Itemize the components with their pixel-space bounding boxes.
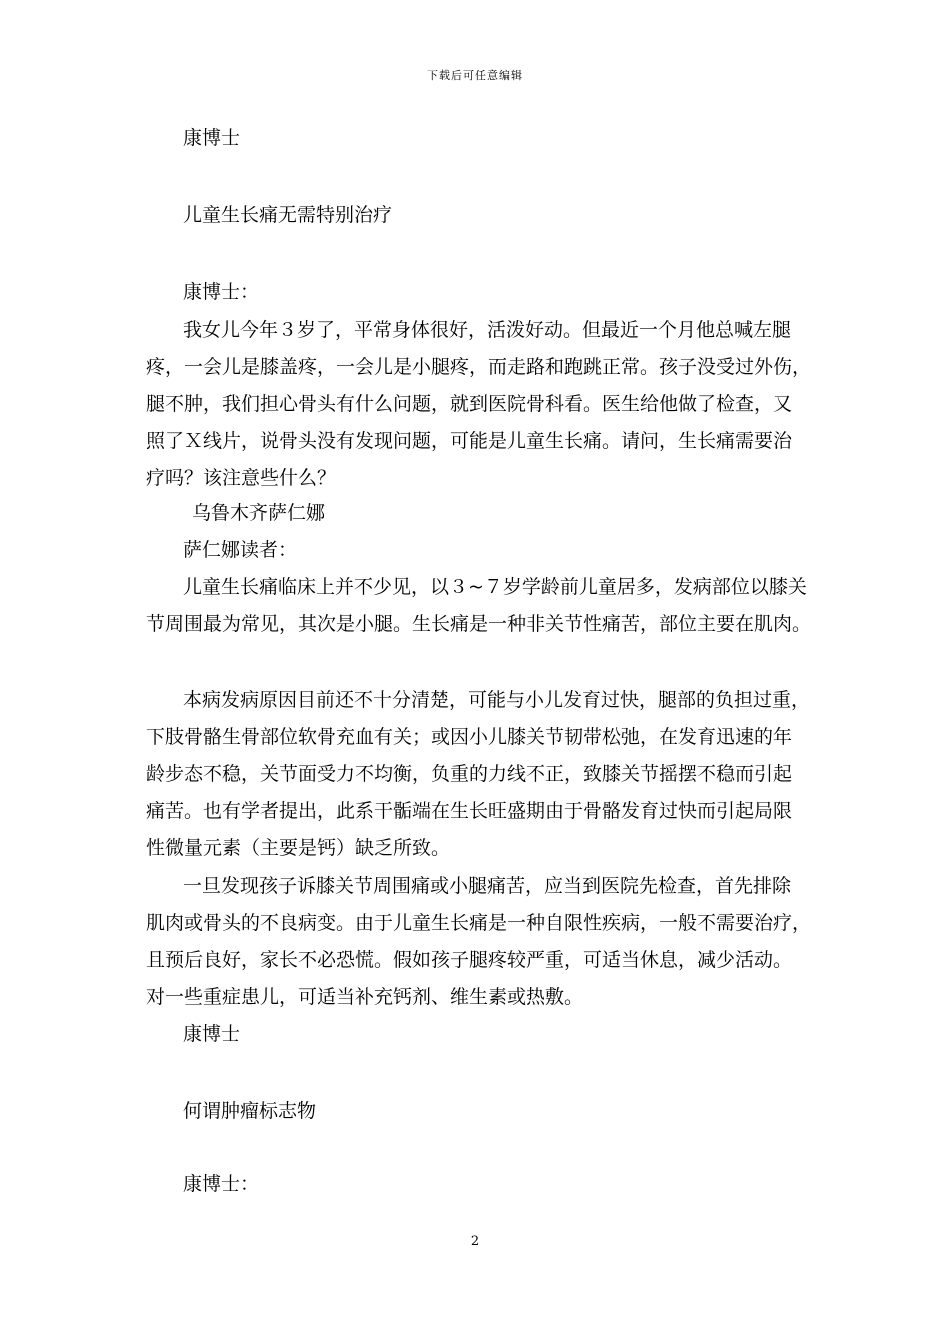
paragraph-line: 疼，一会儿是膝盖疼，一会儿是小腿疼，而走路和跑跳正常。孩子没受过外伤，	[146, 356, 812, 378]
letter-salutation: 康博士：	[183, 1173, 260, 1195]
paragraph-line: 本病发病原因目前还不十分清楚，可能与小儿发育过快，腿部的负担过重，	[183, 689, 811, 711]
letter-signature: 乌鲁木齐萨仁娜	[192, 502, 326, 524]
paragraph-line: 下肢骨骼生骨部位软骨充血有关；或因小儿膝关节韧带松弛，在发育迅速的年	[146, 726, 793, 748]
paragraph-line: 肌肉或骨头的不良病变。由于儿童生长痛是一种自限性疾病，一般不需要治疗，	[146, 912, 812, 934]
paragraph-line: 性微量元素（主要是钙）缺乏所致。	[146, 837, 451, 859]
reply-salutation: 萨仁娜读者：	[183, 539, 298, 561]
paragraph-line: 我女儿今年３岁了，平常身体很好，活泼好动。但最近一个月他总喊左腿	[183, 319, 792, 341]
page-number: 2	[470, 1234, 480, 1249]
page-header: 下载后可任意编辑	[427, 69, 523, 82]
paragraph-line: 节周围最为常见，其次是小腿。生长痛是一种非关节性痛苦，部位主要在肌肉。	[146, 613, 812, 635]
article-title: 何谓肿瘤标志物	[183, 1100, 317, 1122]
paragraph-line: 一旦发现孩子诉膝关节周围痛或小腿痛苦，应当到医院先检查，首先排除	[183, 875, 792, 897]
letter-salutation: 康博士：	[183, 281, 260, 303]
paragraph-line: 照了Ｘ线片，说骨头没有发现问题，可能是儿童生长痛。请问，生长痛需要治	[146, 430, 793, 452]
paragraph-line: 痛苦。也有学者提出，此系干骺端在生长旺盛期由于骨骼发育过快而引起局限	[146, 800, 793, 822]
paragraph-line: 对一些重症患儿，可适当补充钙剂、维生素或热敷。	[146, 986, 584, 1008]
author-line: 康博士	[183, 1023, 241, 1045]
paragraph-line: 龄步态不稳，关节面受力不均衡，负重的力线不正，致膝关节摇摆不稳而引起	[146, 763, 793, 785]
paragraph-line: 腿不肿，我们担心骨头有什么问题，就到医院骨科看。医生给他做了检查，又	[146, 393, 793, 415]
paragraph-line: 疗吗？该注意些什么？	[146, 467, 337, 489]
author-line: 康博士	[183, 127, 241, 149]
paragraph-line: 儿童生长痛临床上并不少见，以３~７岁学龄前儿童居多，发病部位以膝关	[183, 576, 807, 598]
article-title: 儿童生长痛无需特别治疗	[183, 204, 393, 226]
paragraph-line: 且预后良好，家长不必恐慌。假如孩子腿疼较严重，可适当休息，减少活动。	[146, 949, 793, 971]
